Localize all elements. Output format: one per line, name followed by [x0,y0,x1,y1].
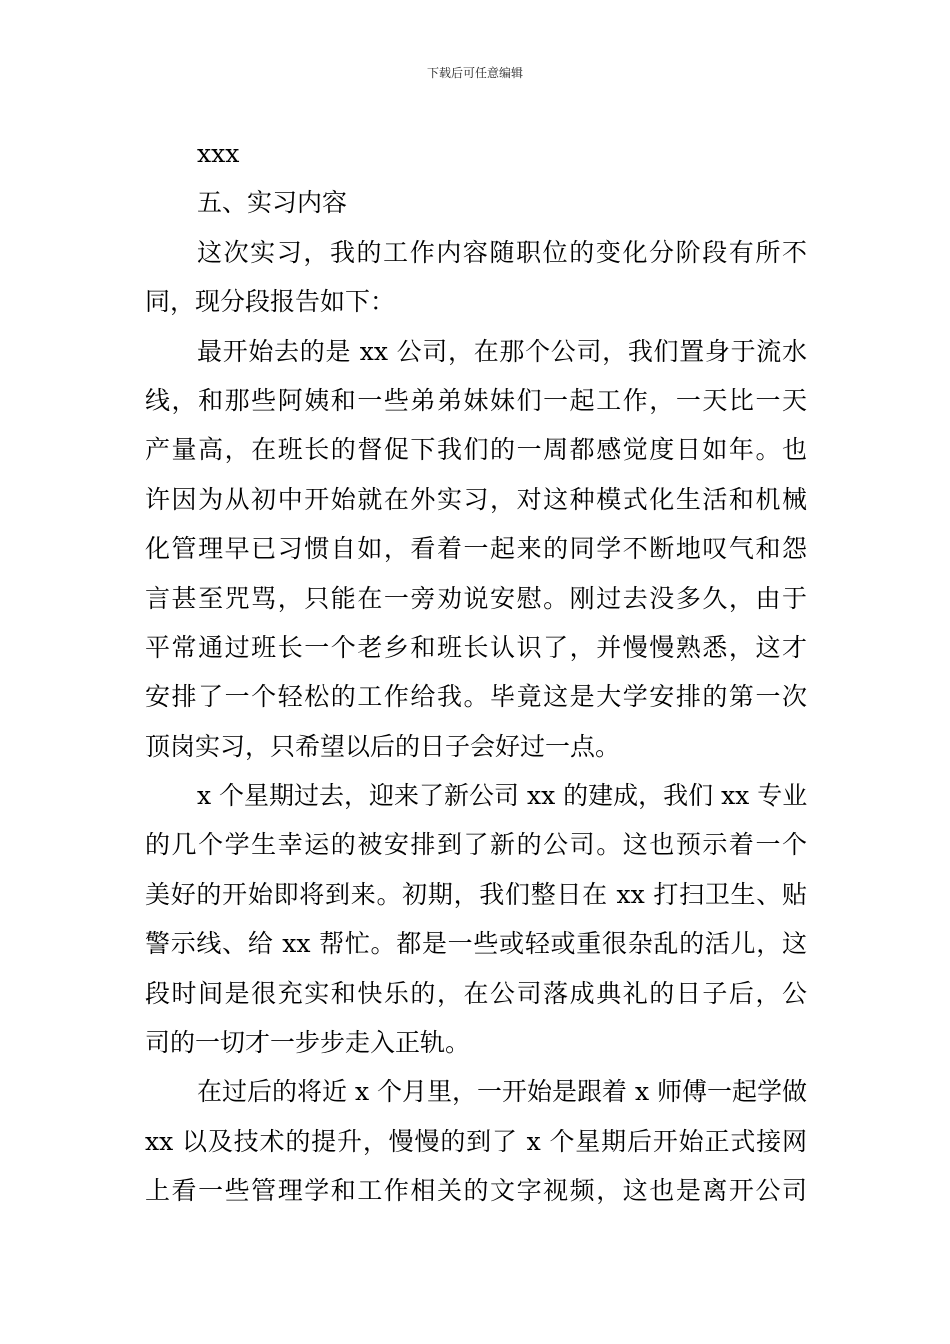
paragraph-4-line-1: 在过后的将近 x 个月里，一开始是跟着 x 师傅一起学做 [197,1077,807,1107]
paragraph-4-line-3: 上看一些管理学和工作相关的文字视频，这也是离开公司 [145,1176,807,1206]
paragraph-2-line-6: 言甚至咒骂，只能在一旁劝说安慰。刚过去没多久，由于 [145,583,807,613]
paragraph-2-line-7: 平常通过班长一个老乡和班长认识了，并慢慢熟悉，这才 [145,632,807,662]
paragraph-2-line-4: 许因为从初中开始就在外实习，对这种模式化生活和机械 [145,484,807,514]
paragraph-2-line-9: 顶岗实习，只希望以后的日子会好过一点。 [145,731,621,761]
paragraph-2-line-1: 最开始去的是 xx 公司，在那个公司，我们置身于流水 [197,336,807,366]
paragraph-2-line-2: 线，和那些阿姨和一些弟弟妹妹们一起工作，一天比一天 [145,385,807,415]
paragraph-3-line-3: 美好的开始即将到来。初期，我们整日在 xx 打扫卫生、贴 [145,879,807,909]
paragraph-3-line-6: 司的一切才一步步走入正轨。 [145,1028,471,1058]
page-header: 下载后可任意编辑 [426,66,523,80]
text-line-placeholder: xxx [197,139,240,168]
document-body [145,129,807,1216]
paragraph-3-line-5: 段时间是很充实和快乐的，在公司落成典礼的日子后，公 [145,978,807,1008]
paragraph-2-line-8: 安排了一个轻松的工作给我。毕竟这是大学安排的第一次 [145,682,807,712]
section-heading: 五、实习内容 [197,188,348,218]
paragraph-3-line-4: 警示线、给 xx 帮忙。都是一些或轻或重很杂乱的活儿，这 [145,929,807,959]
paragraph-1-line-1: 这次实习，我的工作内容随职位的变化分阶段有所不 [197,237,807,267]
paragraph-2-line-5: 化管理早已习惯自如，看着一起来的同学不断地叹气和怨 [145,534,807,564]
paragraph-4-line-2: xx 以及技术的提升，慢慢的到了 x 个星期后开始正式接网 [145,1126,807,1156]
paragraph-3-line-1: x 个星期过去，迎来了新公司 xx 的建成，我们 xx 专业 [197,781,808,811]
paragraph-1-line-2: 同，现分段报告如下： [145,287,396,317]
paragraph-2-line-3: 产量高，在班长的督促下我们的一周都感觉度日如年。也 [145,435,807,465]
paragraph-3-line-2: 的几个学生幸运的被安排到了新的公司。这也预示着一个 [145,830,807,860]
